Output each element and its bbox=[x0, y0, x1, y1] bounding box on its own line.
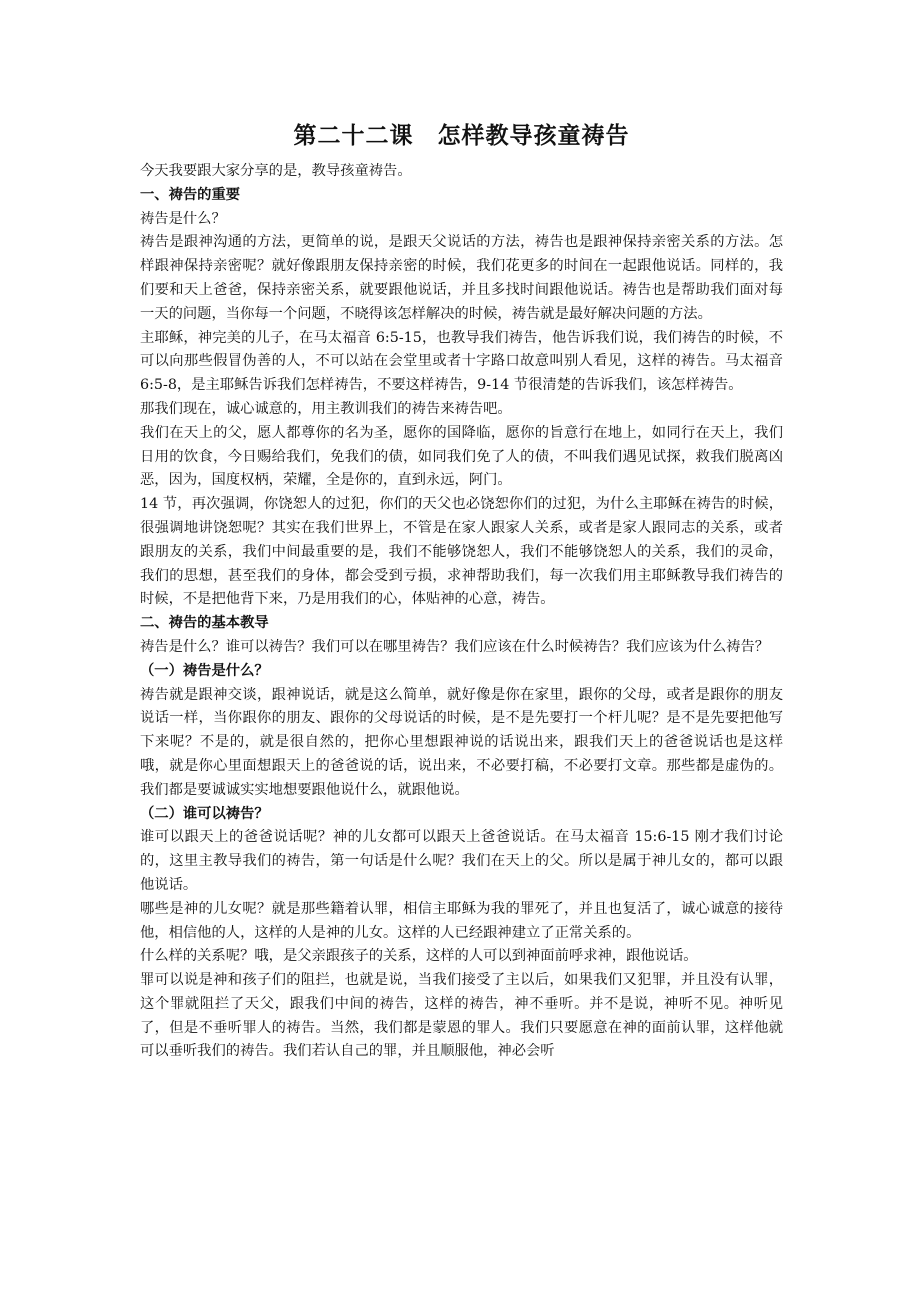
paragraph: 谁可以跟天上的爸爸说话呢？神的儿女都可以跟天上爸爸说话。在马太福音 15:6-15 刚才我们讨论的，这里主教导我们的祷告，第一句话是什么呢？我们在天上的父。所以是属于神儿女的，都可以跟他说话。 bbox=[140, 829, 783, 893]
section-heading: （一）祷告是什么？ bbox=[140, 662, 269, 679]
paragraph: 祷告是跟神沟通的方法，更简单的说，是跟天父说话的方法，祷告也是跟神保持亲密关系的方法。怎样跟神保持亲密呢？就好像跟朋友保持亲密的时候，我们花更多的时间在一起跟他说话。同样的，我们要和天上爸爸，保持亲密关系，就要跟他说话，并且多找时间跟他说话。祷告也是帮助我们面对每一天的问题，当你每一个问题，不晓得该怎样解决的时候，祷告就是最好解决问题的方法。 bbox=[140, 234, 783, 322]
paragraph: 哪些是神的儿女呢？就是那些籍着认罪，相信主耶稣为我的罪死了，并且也复活了，诚心诚意的接待他，相信他的人，这样的人是神的儿女。这样的人已经跟神建立了正常关系的。 bbox=[140, 900, 783, 941]
paragraph: 主耶稣，神完美的儿子，在马太福音 6:5-15，也教导我们祷告，他告诉我们说，我们祷告的时候，不可以向那些假冒伪善的人，不可以站在会堂里或者十字路口故意叫别人看见，这样的祷告。马太福音 6:5-8，是主耶稣告诉我们怎样祷告，不要这样祷告，9-14 节很清楚的告诉我们，该怎样祷告。 bbox=[140, 329, 783, 394]
section-heading: 二、祷告的基本教导 bbox=[140, 615, 269, 632]
paragraph: 祷告就是跟神交谈，跟神说话，就是这么简单，就好像是你在家里，跟你的父母，或者是跟你的朋友说话一样，当你跟你的朋友、跟你的父母说话的时候，是不是先要打一个杆儿呢？是不是先要把他写下来呢？不是的，就是很自然的，把你心里想跟神说的话说出来，跟我们天上的爸爸说话也是这样哦，就是你心里面想跟天上的爸爸说的话，说出来，不必要打稿，不必要打文章。那些都是虚伪的。我们都是要诚诚实实地想要跟他说什么，就跟他说。 bbox=[140, 686, 783, 798]
paragraph: 14 节，再次强调，你饶恕人的过犯，你们的天父也必饶恕你们的过犯，为什么主耶稣在祷告的时候，很强调地讲饶恕呢？其实在我们世界上，不管是在家人跟家人关系，或者是家人跟同志的关系，或者跟朋友的关系，我们中间最重要的是，我们不能够饶恕人，我们不能够饶恕人的关系，我们的灵命，我们的思想，甚至我们的身体，都会受到亏损，求神帮助我们，每一次我们用主耶稣教导我们祷告的时候，不是把他背下来，乃是用我们的心，体贴神的心意，祷告。 bbox=[140, 496, 783, 608]
paragraph: 祷告是什么？谁可以祷告？我们可以在哪里祷告？我们应该在什么时候祷告？我们应该为什么祷告？ bbox=[140, 638, 770, 655]
document-page bbox=[140, 116, 783, 1064]
paragraph: 什么样的关系呢？哦，是父亲跟孩子的关系，这样的人可以到神面前呼求神，跟他说话。 bbox=[140, 948, 698, 965]
paragraph: 我们在天上的父，愿人都尊你的名为圣，愿你的国降临，愿你的旨意行在地上，如同行在天上，我们日用的饮食，今日赐给我们，免我们的债，如同我们免了人的债，不叫我们遇见试探，救我们脱离凶恶，因为，国度权柄，荣耀，全是你的，直到永远，阿门。 bbox=[140, 424, 783, 489]
paragraph: 罪可以说是神和孩子们的阻拦，也就是说，当我们接受了主以后，如果我们又犯罪，并且没有认罪，这个罪就阻拦了天父，跟我们中间的祷告，这样的祷告，神不垂听。并不是说，神听不见。神听见了，但是不垂听罪人的祷告。当然，我们都是蒙恩的罪人。我们只要愿意在神的面前认罪，这样他就可以垂听我们的祷告。我们若认自己的罪，并且顺服他，神必会听 bbox=[140, 972, 783, 1060]
document-body bbox=[140, 160, 783, 1064]
page-title: 第二十二课 怎样教导孩童祷告 bbox=[293, 123, 630, 149]
paragraph: 今天我要跟大家分享的是，教导孩童祷告。 bbox=[140, 163, 412, 179]
section-heading: 一、祷告的重要 bbox=[140, 186, 241, 203]
paragraph: 祷告是什么？ bbox=[140, 210, 226, 227]
section-heading: （二）谁可以祷告？ bbox=[140, 805, 269, 822]
paragraph: 那我们现在，诚心诚意的，用主教训我们的祷告来祷告吧。 bbox=[140, 400, 512, 417]
